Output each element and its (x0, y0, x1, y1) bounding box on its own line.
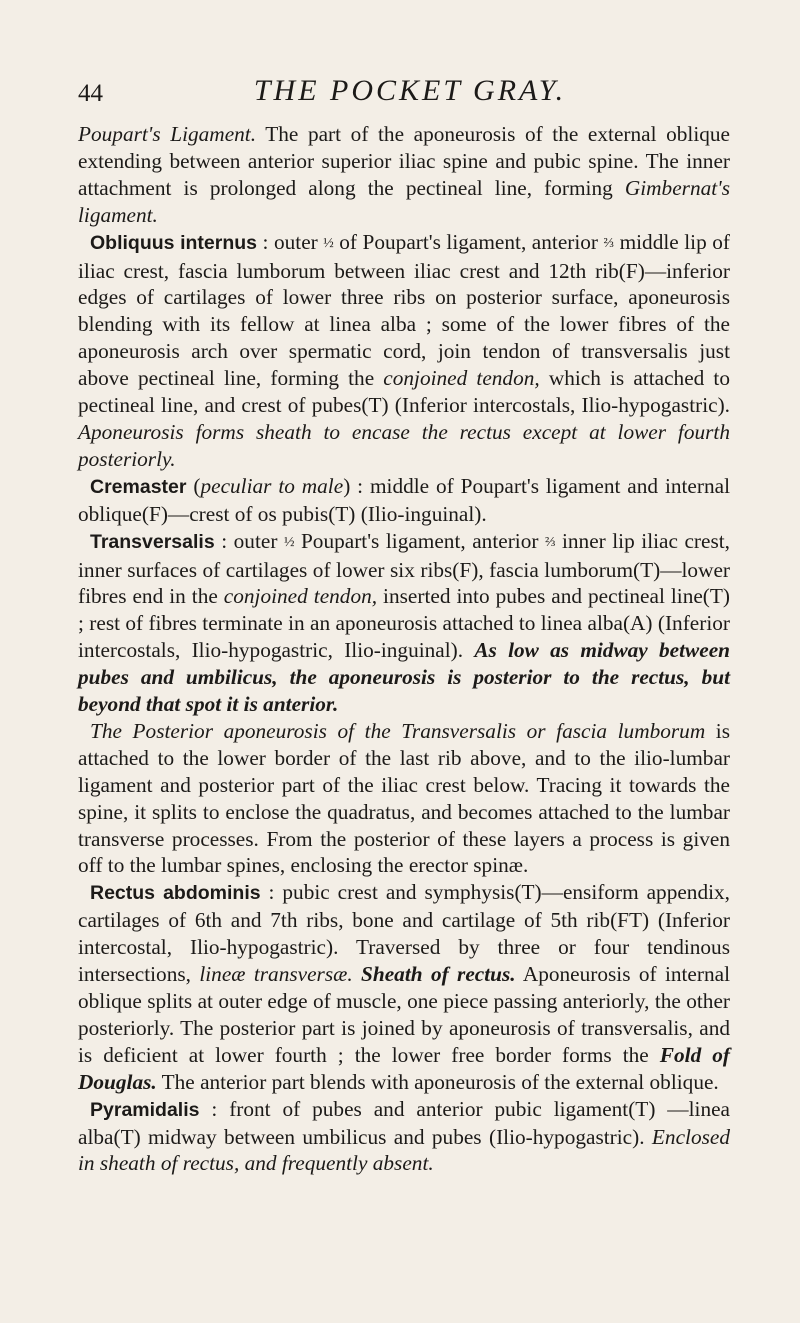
term-conjoined-tendon: conjoined tendon, (223, 584, 378, 609)
fraction-half: ½ (283, 534, 295, 550)
paragraph-obliquus-internus (78, 229, 730, 473)
term-gimbernats-ligament: Gimbernat's ligament. (78, 175, 730, 227)
obliquus-note: Aponeurosis forms sheath to encase the rectus except at lower fourth posteriorly. (78, 419, 730, 471)
fraction-half: ½ (323, 235, 334, 251)
transversalis-note: As low as midway between pubes and umbilicus, the aponeurosis is posterior to the rectus, but beyond that spot it is anterior. (78, 638, 730, 717)
transversalis-text-3: inner lip iliac crest, inner surfaces of cartilages of lower six ribs(F), fascia lumborum(T)—lower fibres end in the (78, 528, 730, 609)
rectus-text-4: The anterior part blends with aponeurosis of the external oblique. (156, 1069, 719, 1094)
obliquus-text-1: : outer (257, 229, 324, 254)
muscle-cremaster: Cremaster (90, 475, 187, 498)
cremaster-peculiar: peculiar to male (200, 473, 344, 498)
body-text (78, 121, 730, 1177)
transversalis-text-1: : outer (214, 528, 284, 553)
transversalis-text-2: Poupart's ligament, anterior (294, 528, 545, 553)
term-posterior-aponeurosis: The Posterior aponeurosis of the Transversalis or fascia lumborum (90, 718, 706, 743)
paragraph-posterior-aponeurosis (78, 718, 730, 879)
paragraph-transversalis (78, 528, 730, 718)
obliquus-text-4: which is attached to pectineal line, and crest of pubes(T) (Inferior intercostals, Ilio-hypogastric). (78, 366, 730, 418)
fraction-two-thirds: ⅔ (544, 534, 556, 550)
rectus-text-3: Aponeurosis of internal oblique splits at outer edge of muscle, one piece passing anteriorly, the other posteriorly. The posterior part is joined by aponeurosis of transversalis, and is deficient at lower fourth ; the lower free border forms the (78, 962, 730, 1067)
term-conjoined-tendon: conjoined tendon, (383, 366, 540, 391)
term-lineae-transversae: lineæ transversæ. (199, 962, 353, 987)
running-head (0, 60, 800, 110)
pyramidalis-text: : front of pubes and anterior pubic ligament(T) —linea alba(T) midway between umbilicus and pubes (Ilio-hypogastric). (78, 1096, 730, 1149)
paragraph-pyramidalis (78, 1096, 730, 1178)
obliquus-text-2: of Poupart's ligament, anterior (333, 229, 604, 254)
term-fold-of-douglas: Fold of Douglas. (78, 1042, 730, 1094)
fraction-two-thirds: ⅔ (603, 235, 615, 251)
running-title: THE POCKET GRAY. (253, 74, 567, 107)
cremaster-text-2: ) : middle of Poupart's ligament and internal oblique(F)—crest of os pubis(T) (Ilio-inguinal). (78, 473, 730, 526)
paragraph-rectus-abdominis (78, 879, 730, 1095)
muscle-rectus-abdominis: Rectus abdominis (90, 882, 261, 905)
paragraph-cremaster (78, 473, 730, 528)
pouparts-text: The part of the aponeurosis of the external oblique extending between anterior superior iliac spine and pubic spine. The inner attachment is prolonged along the pectineal line, forming (78, 122, 730, 200)
cremaster-text-1: ( (186, 473, 201, 498)
term-sheath-of-rectus: Sheath of rectus. (361, 962, 516, 987)
pyramidalis-note: Enclosed in sheath of rectus, and frequently absent. (78, 1124, 730, 1176)
muscle-obliquus-internus: Obliquus internus (90, 231, 258, 254)
muscle-pyramidalis: Pyramidalis (90, 1098, 200, 1121)
muscle-transversalis: Transversalis (90, 530, 215, 553)
paragraph-pouparts-ligament (78, 121, 730, 229)
term-pouparts-ligament: Poupart's Ligament. (78, 122, 257, 146)
rectus-text-1: : pubic crest and symphysis(T)—ensiform appendix, cartilages of 6th and 7th ribs, bone and cartilage of 5th rib(FT) (Inferior intercostal, Ilio-hypogastric). Traversed by three or four tendinous intersections, (78, 880, 730, 987)
transversalis-text-4: inserted into pubes and pectineal line(T) ; rest of fibres terminate in an aponeurosis attached to linea alba(A) (Inferior intercostals, Ilio-hypogastric, Ilio-inguinal). (78, 584, 730, 663)
page-number: 44 (78, 80, 103, 107)
rectus-text-2 (353, 962, 361, 986)
obliquus-text-3: middle lip of iliac crest, fascia lumborum between iliac crest and 12th rib(F)—inferior edges of cartilages of lower three ribs on posterior surface, aponeurosis blending with its fellow at linea alba ; some of the lower fibres of the aponeurosis arch over spermatic cord, join tendon of transversalis just above pectineal line, forming the (78, 229, 730, 391)
posterior-text: is attached to the lower border of the last rib above, and to the ilio-lumbar ligament and posterior part of the iliac crest below. Tracing it towards the spine, it splits to enclose the quadratus, and becomes attached to the lumbar transverse processes. From the posterior of these layers a process is given off to the lumbar spines, enclosing the erector spinæ. (78, 718, 730, 878)
